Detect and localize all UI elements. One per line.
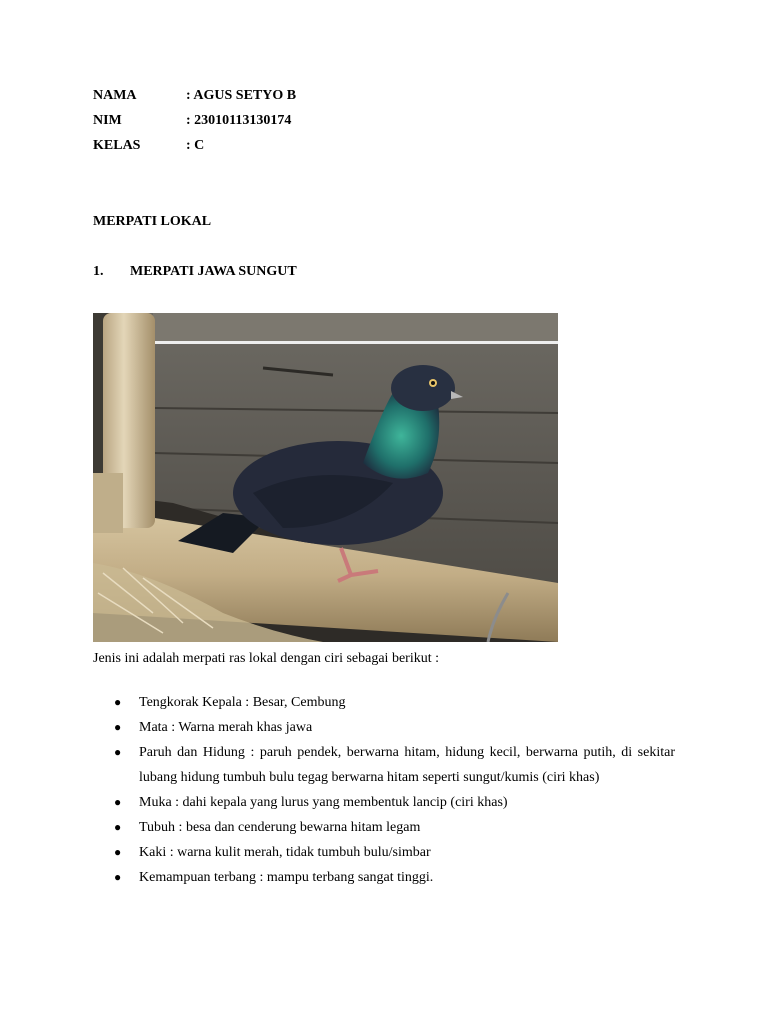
- info-value: : 23010113130174: [186, 113, 292, 128]
- pigeon-photo-icon: [93, 313, 558, 642]
- list-item: [93, 715, 675, 740]
- bullet-icon: ●: [114, 870, 122, 884]
- list-item: [93, 815, 675, 840]
- bullet-icon: ●: [114, 820, 122, 834]
- list-item-text: Kaki : warna kulit merah, tidak tumbuh bulu/simbar: [139, 845, 431, 860]
- list-item-text: Paruh dan Hidung : paruh pendek, berwarna hitam, hidung kecil, berwarna putih, di sekitar lubang hidung tumbuh bulu tegag berwarna hitam seperti sungut/kumis (ciri khas): [139, 745, 675, 785]
- info-value: : AGUS SETYO B: [186, 88, 297, 103]
- list-item-text: Tengkorak Kepala : Besar, Cembung: [139, 695, 346, 710]
- list-item-text: Tubuh : besa dan cenderung bewarna hitam legam: [139, 820, 421, 835]
- intro-text: Jenis ini adalah merpati ras lokal dengan ciri sebagai berikut :: [93, 651, 439, 666]
- list-item: [93, 840, 675, 865]
- list-item-text: Muka : dahi kepala yang lurus yang membentuk lancip (ciri khas): [139, 795, 508, 810]
- list-item: [93, 790, 675, 815]
- list-item-text: Mata : Warna merah khas jawa: [139, 720, 313, 735]
- list-item-text: Kemampuan terbang : mampu terbang sangat tinggi.: [139, 870, 434, 885]
- pigeon-photo: [93, 313, 558, 642]
- bullet-icon: ●: [114, 720, 122, 734]
- info-label: NAMA: [93, 88, 137, 103]
- bullet-icon: ●: [114, 695, 122, 709]
- info-label: NIM: [93, 113, 122, 128]
- info-value: : C: [186, 138, 205, 153]
- subsection-number: 1.: [93, 264, 104, 279]
- list-item: [93, 690, 675, 715]
- info-label: KELAS: [93, 138, 141, 153]
- subsection-text: MERPATI JAWA SUNGUT: [130, 264, 297, 279]
- list-item: [93, 865, 675, 890]
- bullet-icon: ●: [114, 845, 122, 859]
- bullet-icon: ●: [114, 795, 122, 809]
- section-title: MERPATI LOKAL: [93, 214, 212, 229]
- traits-list: [93, 690, 675, 890]
- bullet-icon: ●: [114, 745, 122, 759]
- list-item: [93, 740, 675, 790]
